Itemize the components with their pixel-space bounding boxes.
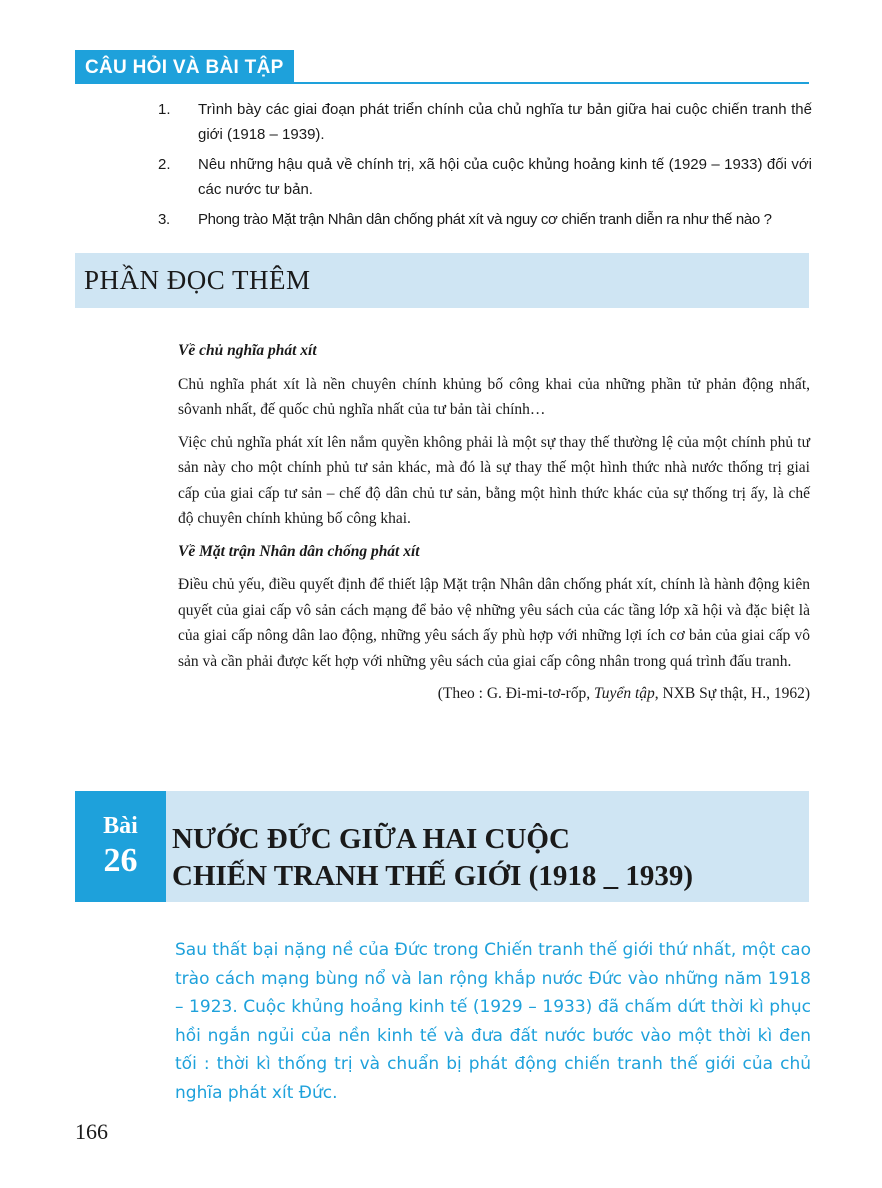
reading-source: [178, 681, 810, 707]
lesson-title-line1: NƯỚC ĐỨC GIỮA HAI CUỘC: [172, 823, 570, 855]
question-item: [158, 152, 812, 202]
lesson-banner: [75, 791, 809, 902]
question-text: Phong trào Mặt trận Nhân dân chống phát xít và nguy cơ chiến tranh diễn ra như thế nào ?: [198, 211, 772, 228]
question-number: 3.: [158, 211, 170, 228]
reading-paragraph: Chủ nghĩa phát xít là nền chuyên chính khủng bố công khai của những phần tử phản động nhất, sôvanh nhất, đế quốc chủ nghĩa nhất của tư bản tài chính…: [178, 375, 810, 418]
lesson-title-line2: CHIẾN TRANH THẾ GIỚI (1918 _ 1939): [172, 860, 693, 892]
questions-header-rule: [75, 82, 809, 84]
question-text: Nêu những hậu quả về chính trị, xã hội của cuộc khủng hoảng kinh tế (1929 – 1933) đối với các nước tư bản.: [198, 156, 812, 198]
source-work: Tuyển tập: [594, 685, 655, 702]
question-number: 2.: [158, 156, 171, 173]
lesson-intro: Sau thất bại nặng nề của Đức trong Chiến tranh thế giới thứ nhất, một cao trào cách mạng bùng nổ và lan rộng khắp nước Đức vào những năm 1918 – 1923. Cuộc khủng hoảng kinh tế (1929 – 1933) đã chấm dứt thời kì phục hồi ngắn ngủi của nền kinh tế và đưa đất nước bước vào một thời kì đen tối : thời kì thống trị và chuẩn bị phát động chiến tranh thế giới của chủ nghĩa phát xít Đức.: [175, 940, 811, 1103]
questions-header-label: CÂU HỎI VÀ BÀI TẬP: [75, 50, 294, 84]
question-text: Trình bày các giai đoạn phát triển chính của chủ nghĩa tư bản giữa hai cuộc chiến tranh thế giới (1918 – 1939).: [198, 101, 812, 143]
source-prefix: (Theo : G. Đi-mi-tơ-rốp,: [437, 685, 595, 702]
lesson-badge: [75, 791, 166, 902]
lesson-title: [172, 821, 792, 895]
page-number: 166: [75, 1119, 108, 1144]
question-item: [158, 97, 812, 147]
reading-banner: [75, 253, 809, 308]
reading-paragraph: Việc chủ nghĩa phát xít lên nắm quyền không phải là một sự thay thế thường lệ của một chính phủ tư sản này cho một chính phủ tư sản khác, mà đó là sự thay thế một hình thức nhà nước thống trị giai cấp của giai cấp tư sản – chế độ dân chủ tư sản, bằng một hình thức khác của sự thống trị ấy, là chế độ chuyên chính khủng bố công khai.: [178, 433, 810, 527]
reading-title: PHẦN ĐỌC THÊM: [84, 265, 311, 295]
lesson-number: 26: [103, 842, 138, 879]
questions-header: [75, 50, 809, 84]
question-item: [158, 207, 812, 232]
questions-list: [158, 97, 812, 237]
lesson-label: Bài: [103, 813, 138, 839]
reading-body: [178, 338, 810, 714]
source-suffix: , NXB Sự thật, H., 1962): [654, 685, 810, 702]
reading-subheading: Về chủ nghĩa phát xít: [178, 342, 317, 359]
question-number: 1.: [158, 101, 171, 118]
reading-paragraph: Điều chủ yếu, điều quyết định để thiết lập Mặt trận Nhân dân chống phát xít, chính là hành động kiên quyết của giai cấp vô sản cách mạng để bảo vệ những yêu sách của các tầng lớp xã hội và đặc biệt là của giai cấp nông dân lao động, những yêu sách ấy phù hợp với những lợi ích cơ bản của giai cấp vô sản và cần phải được kết hợp với những yêu sách của giai cấp công nhân trong quá trình đấu tranh.: [178, 576, 810, 670]
reading-subheading: Về Mặt trận Nhân dân chống phát xít: [178, 542, 420, 560]
